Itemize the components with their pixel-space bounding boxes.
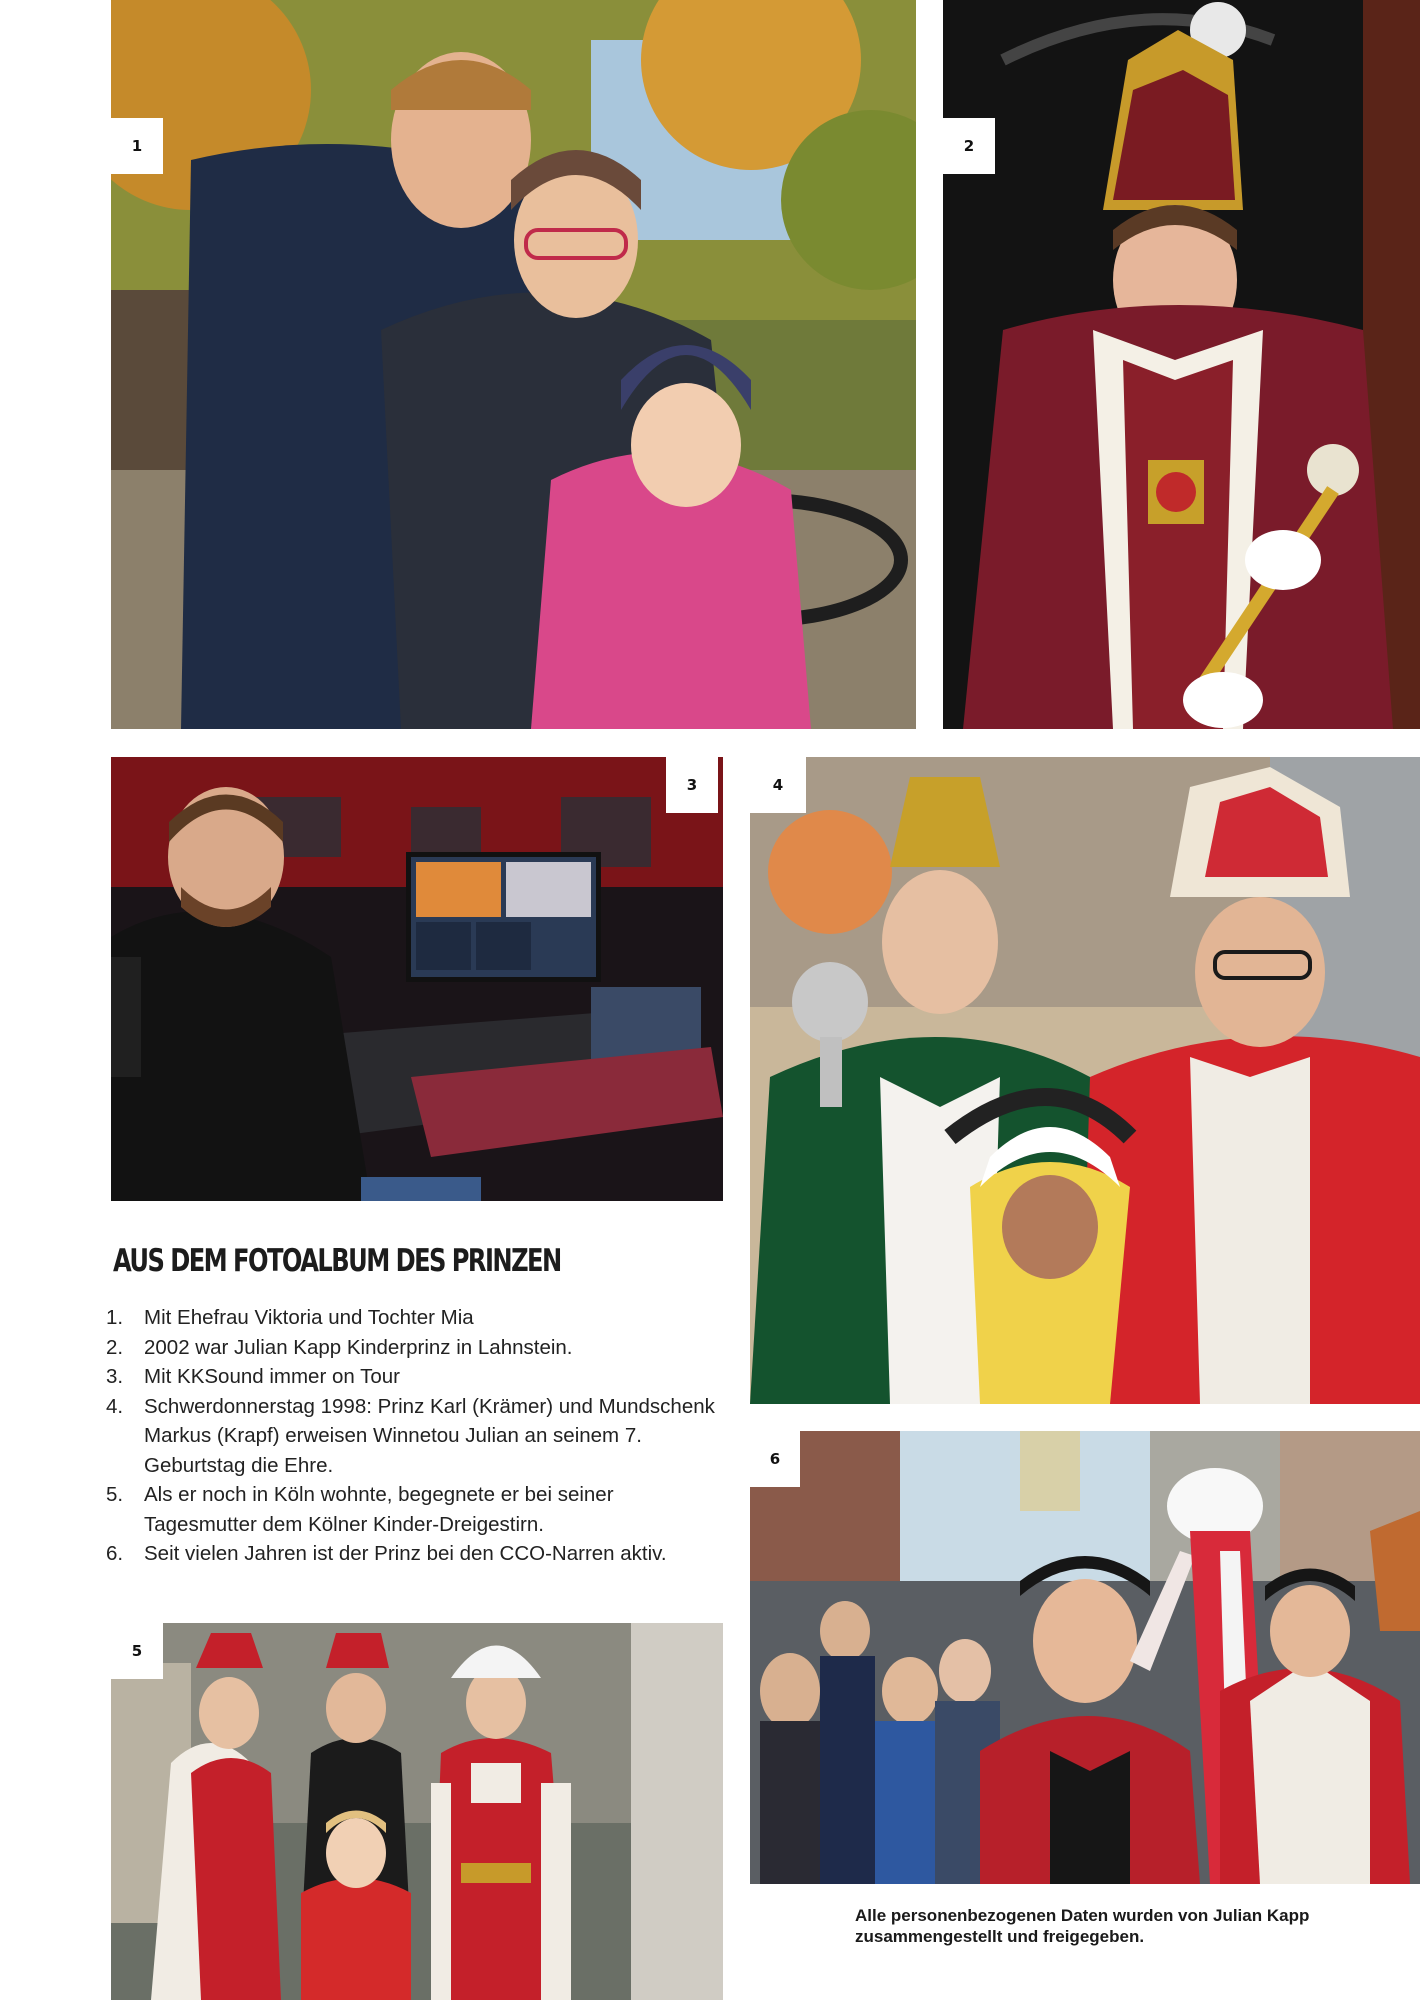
- photo-cco-narren: [750, 1431, 1420, 1884]
- cco-narren-photo-image: [750, 1431, 1420, 1884]
- schwerdonnerstag-photo-image: [750, 757, 1420, 1404]
- data-credit-note: Alle personenbezogenen Daten wurden von Julian Kapp zusammengestellt und freigegeben.: [855, 1906, 1310, 1946]
- caption-item: [106, 1392, 728, 1481]
- photo-number-tag: [750, 757, 806, 813]
- photo-number: 4: [772, 776, 784, 794]
- album-caption-list: [106, 1303, 728, 1569]
- photo-number-tag: [943, 118, 995, 174]
- photo-family: [111, 0, 916, 729]
- caption-text: 2002 war Julian Kapp Kinderprinz in Lahnstein.: [144, 1335, 573, 1359]
- caption-item: [106, 1303, 728, 1333]
- photo-number: 3: [686, 776, 698, 794]
- kksound-photo-image: [111, 757, 723, 1201]
- dreigestirn-photo-image: [111, 1623, 723, 2000]
- photo-number: 6: [769, 1450, 781, 1468]
- photo-kinderprinz: [943, 0, 1420, 729]
- photo-dreigestirn: [111, 1623, 723, 2000]
- photo-number: 2: [963, 137, 975, 155]
- photo-number: 1: [131, 137, 143, 155]
- kinderprinz-photo-image: [943, 0, 1420, 729]
- photo-schwerdonnerstag: [750, 757, 1420, 1404]
- caption-item: [106, 1539, 728, 1569]
- caption-item: [106, 1362, 728, 1392]
- album-title: AUS DEM FOTOALBUM DES PRINZEN: [113, 1243, 561, 1279]
- photo-number-tag: [750, 1431, 800, 1487]
- caption-text: Mit Ehefrau Viktoria und Tochter Mia: [144, 1306, 474, 1329]
- caption-text: Mit KKSound immer on Tour: [144, 1365, 400, 1388]
- photo-number-tag: [111, 1623, 163, 1679]
- photo-number-tag: [666, 757, 718, 813]
- caption-text: Als er noch in Köln wohnte, begegnete er bei seiner Tagesmutter dem Kölner Kinder-Dreigestirn.: [144, 1483, 614, 1536]
- caption-text: Seit vielen Jahren ist der Prinz bei den CCO-Narren aktiv.: [144, 1542, 667, 1565]
- photo-kksound: [111, 757, 723, 1201]
- caption-item: [106, 1480, 728, 1539]
- photo-number-tag: [111, 118, 163, 174]
- family-photo-image: [111, 0, 916, 729]
- photo-number: 5: [131, 1642, 143, 1660]
- caption-number: 3.: [106, 1365, 124, 1388]
- caption-number: 5.: [106, 1483, 124, 1506]
- caption-number: 4.: [106, 1394, 124, 1418]
- caption-number: 1.: [106, 1306, 124, 1329]
- caption-number: 2.: [106, 1335, 124, 1359]
- caption-number: 6.: [106, 1542, 124, 1565]
- caption-text: Schwerdonnerstag 1998: Prinz Karl (Krämer) und Mundschenk Markus (Krapf) erweisen Winnetou Julian an seinem 7. Geburtstag die Ehre.: [144, 1394, 715, 1477]
- caption-item: [106, 1333, 728, 1363]
